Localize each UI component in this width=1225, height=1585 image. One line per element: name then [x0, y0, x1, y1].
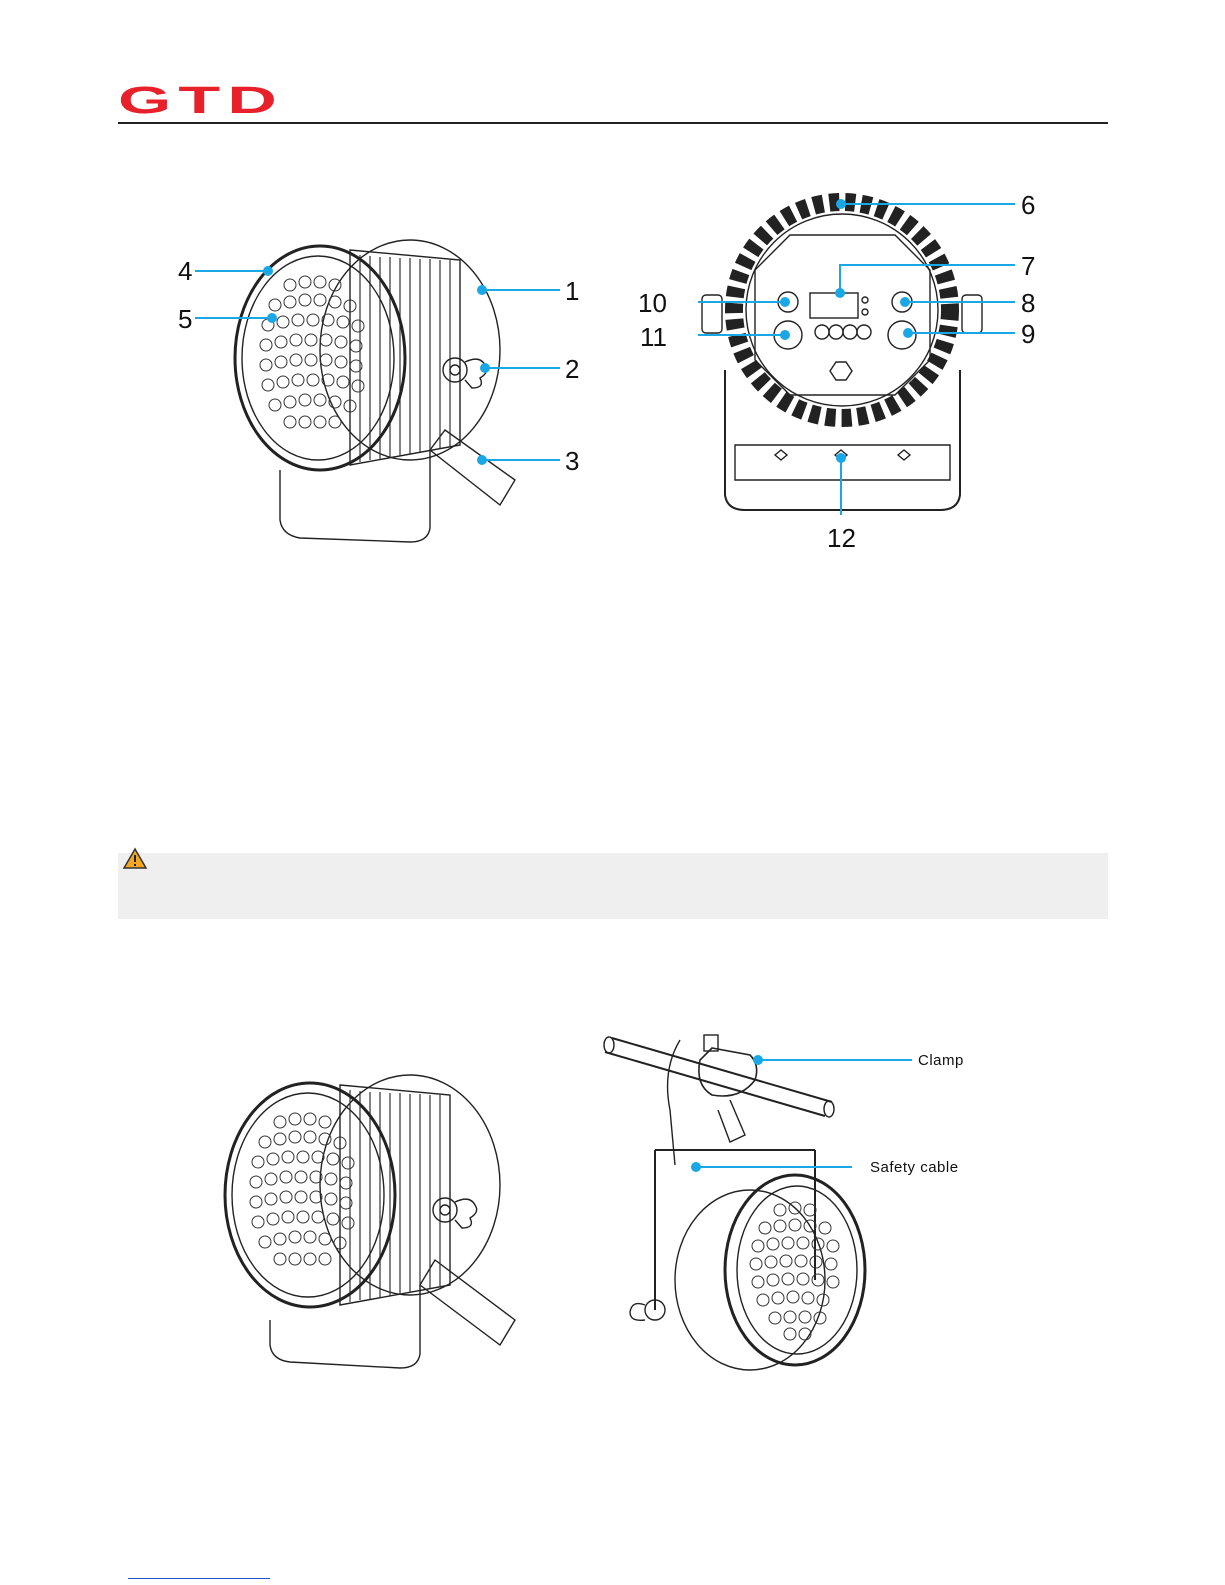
- hanging-install-diagram: [600, 1030, 980, 1400]
- right-knob: [962, 295, 982, 333]
- lcd-display: [810, 293, 858, 318]
- warning-box: [118, 853, 1108, 919]
- safety-cable-label: Safety cable: [870, 1159, 959, 1176]
- callout-5: 5: [178, 304, 193, 334]
- front-view-diagram: [160, 230, 600, 560]
- floor-install-diagram: [210, 1070, 540, 1380]
- callout-6: 6: [1021, 190, 1036, 220]
- pressure-valve: [830, 362, 852, 380]
- hanging-knob: [630, 1300, 665, 1320]
- callout-11: 11: [640, 322, 667, 352]
- header-divider: [118, 122, 1108, 124]
- callout-4: 4: [178, 256, 193, 286]
- footer-link-underline[interactable]: [128, 1578, 270, 1579]
- front-lens: [242, 256, 394, 460]
- brand-logo: GTD: [118, 80, 284, 122]
- rear-panel: [755, 235, 930, 395]
- floor-led-array: [250, 1113, 354, 1265]
- callout-9: 9: [1021, 319, 1036, 349]
- left-knob: [702, 295, 722, 333]
- control-buttons: [815, 325, 871, 339]
- callout-10: 10: [638, 288, 667, 318]
- led-array: [260, 276, 364, 428]
- warning-triangle-icon: [122, 847, 148, 871]
- callout-1: 1: [565, 276, 580, 306]
- rear-ring-inner: [746, 214, 938, 406]
- clamp-label: Clamp: [918, 1052, 964, 1069]
- callout-8: 8: [1021, 288, 1036, 318]
- rear-view-diagram: [640, 190, 1060, 530]
- callout-12: 12: [827, 523, 856, 553]
- stand-leg: [430, 430, 515, 505]
- safety-cable: [668, 1040, 680, 1165]
- floor-front-lens: [232, 1093, 384, 1297]
- callout-3: 3: [565, 446, 580, 476]
- callout-7: 7: [1021, 251, 1036, 281]
- hanging-led-array: [750, 1202, 839, 1340]
- callout-2: 2: [565, 354, 580, 384]
- floor-stand-leg: [420, 1260, 515, 1345]
